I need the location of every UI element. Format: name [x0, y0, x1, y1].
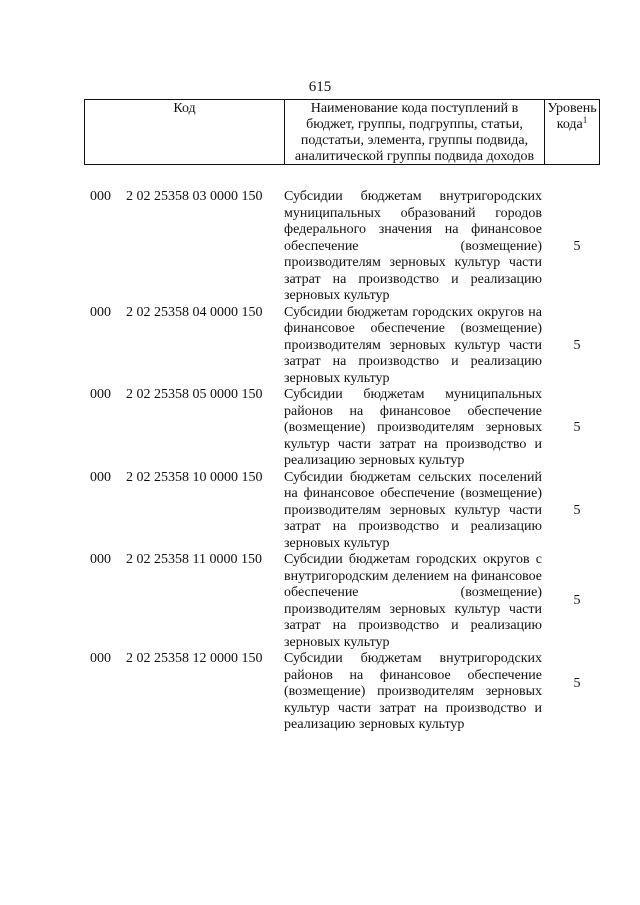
- row-level: 5: [573, 676, 581, 691]
- row-prefix: 000: [90, 552, 111, 567]
- row-description: Субсидии бюджетам сельских поселений на финансовое обеспечение (возмещение) производителям зерновых культур части затрат на производство и реализацию зерновых культур: [284, 469, 542, 551]
- row-level: 5: [573, 593, 581, 608]
- table-row: [84, 189, 600, 305]
- header-name: Наименование кода поступлений в бюджет, группы, подгруппы, статьи, подстатьи, элемента, группы подвида, аналитической группы подвида доходов: [285, 100, 545, 164]
- row-level: 5: [573, 337, 581, 353]
- row-prefix: 000: [90, 651, 111, 666]
- row-code: 2 02 25358 04 0000 150: [126, 304, 263, 320]
- row-level: 5: [573, 502, 581, 518]
- header-level-label: Уровень кода: [547, 101, 597, 132]
- table-row: [84, 651, 600, 734]
- header-level: [545, 100, 599, 164]
- row-prefix: 000: [90, 469, 111, 485]
- row-prefix: 000: [90, 304, 111, 320]
- row-code: 2 02 25358 03 0000 150: [126, 189, 263, 204]
- table-header: [84, 99, 600, 165]
- row-description: Субсидии бюджетам городских округов с внутригородским делением на финансовое обеспечение (возмещение) производителям зерновых культур части затрат на производство и реализацию зерновых культур: [284, 552, 542, 650]
- row-prefix: 000: [90, 189, 111, 204]
- table-row: [84, 305, 600, 388]
- row-code: 2 02 25358 12 0000 150: [126, 651, 263, 666]
- row-description: Субсидии бюджетам внутригородских районов на финансовое обеспечение (возмещение) производителям зерновых культур части затрат на производство и реализацию зерновых культур: [284, 651, 542, 732]
- table-row: [84, 552, 600, 651]
- row-code: 2 02 25358 10 0000 150: [126, 469, 263, 485]
- table-row: [84, 470, 600, 553]
- row-code: 2 02 25358 11 0000 150: [126, 552, 262, 567]
- row-level: 5: [573, 420, 581, 435]
- header-code: Код: [85, 100, 285, 164]
- row-description: Субсидии бюджетам муниципальных районов на финансовое обеспечение (возмещение) производителям зерновых культур части затрат на производство и реализацию зерновых культур: [284, 387, 542, 468]
- row-description: Субсидии бюджетам городских округов на финансовое обеспечение (возмещение) производителям зерновых культур части затрат на производство и реализацию зерновых культур: [284, 304, 542, 386]
- table-body: [84, 189, 600, 734]
- header-level-footnote: 1: [582, 115, 588, 125]
- row-code: 2 02 25358 05 0000 150: [126, 387, 263, 402]
- row-description: Субсидии бюджетам внутригородских муниципальных образований городов федерального значения на финансовое обеспечение (возмещение) производителям зерновых культур части затрат на производство и реализацию зерновых культур: [284, 189, 542, 303]
- row-level: 5: [573, 239, 581, 254]
- table-row: [84, 387, 600, 470]
- row-prefix: 000: [90, 387, 111, 402]
- page-number: 615: [308, 79, 332, 95]
